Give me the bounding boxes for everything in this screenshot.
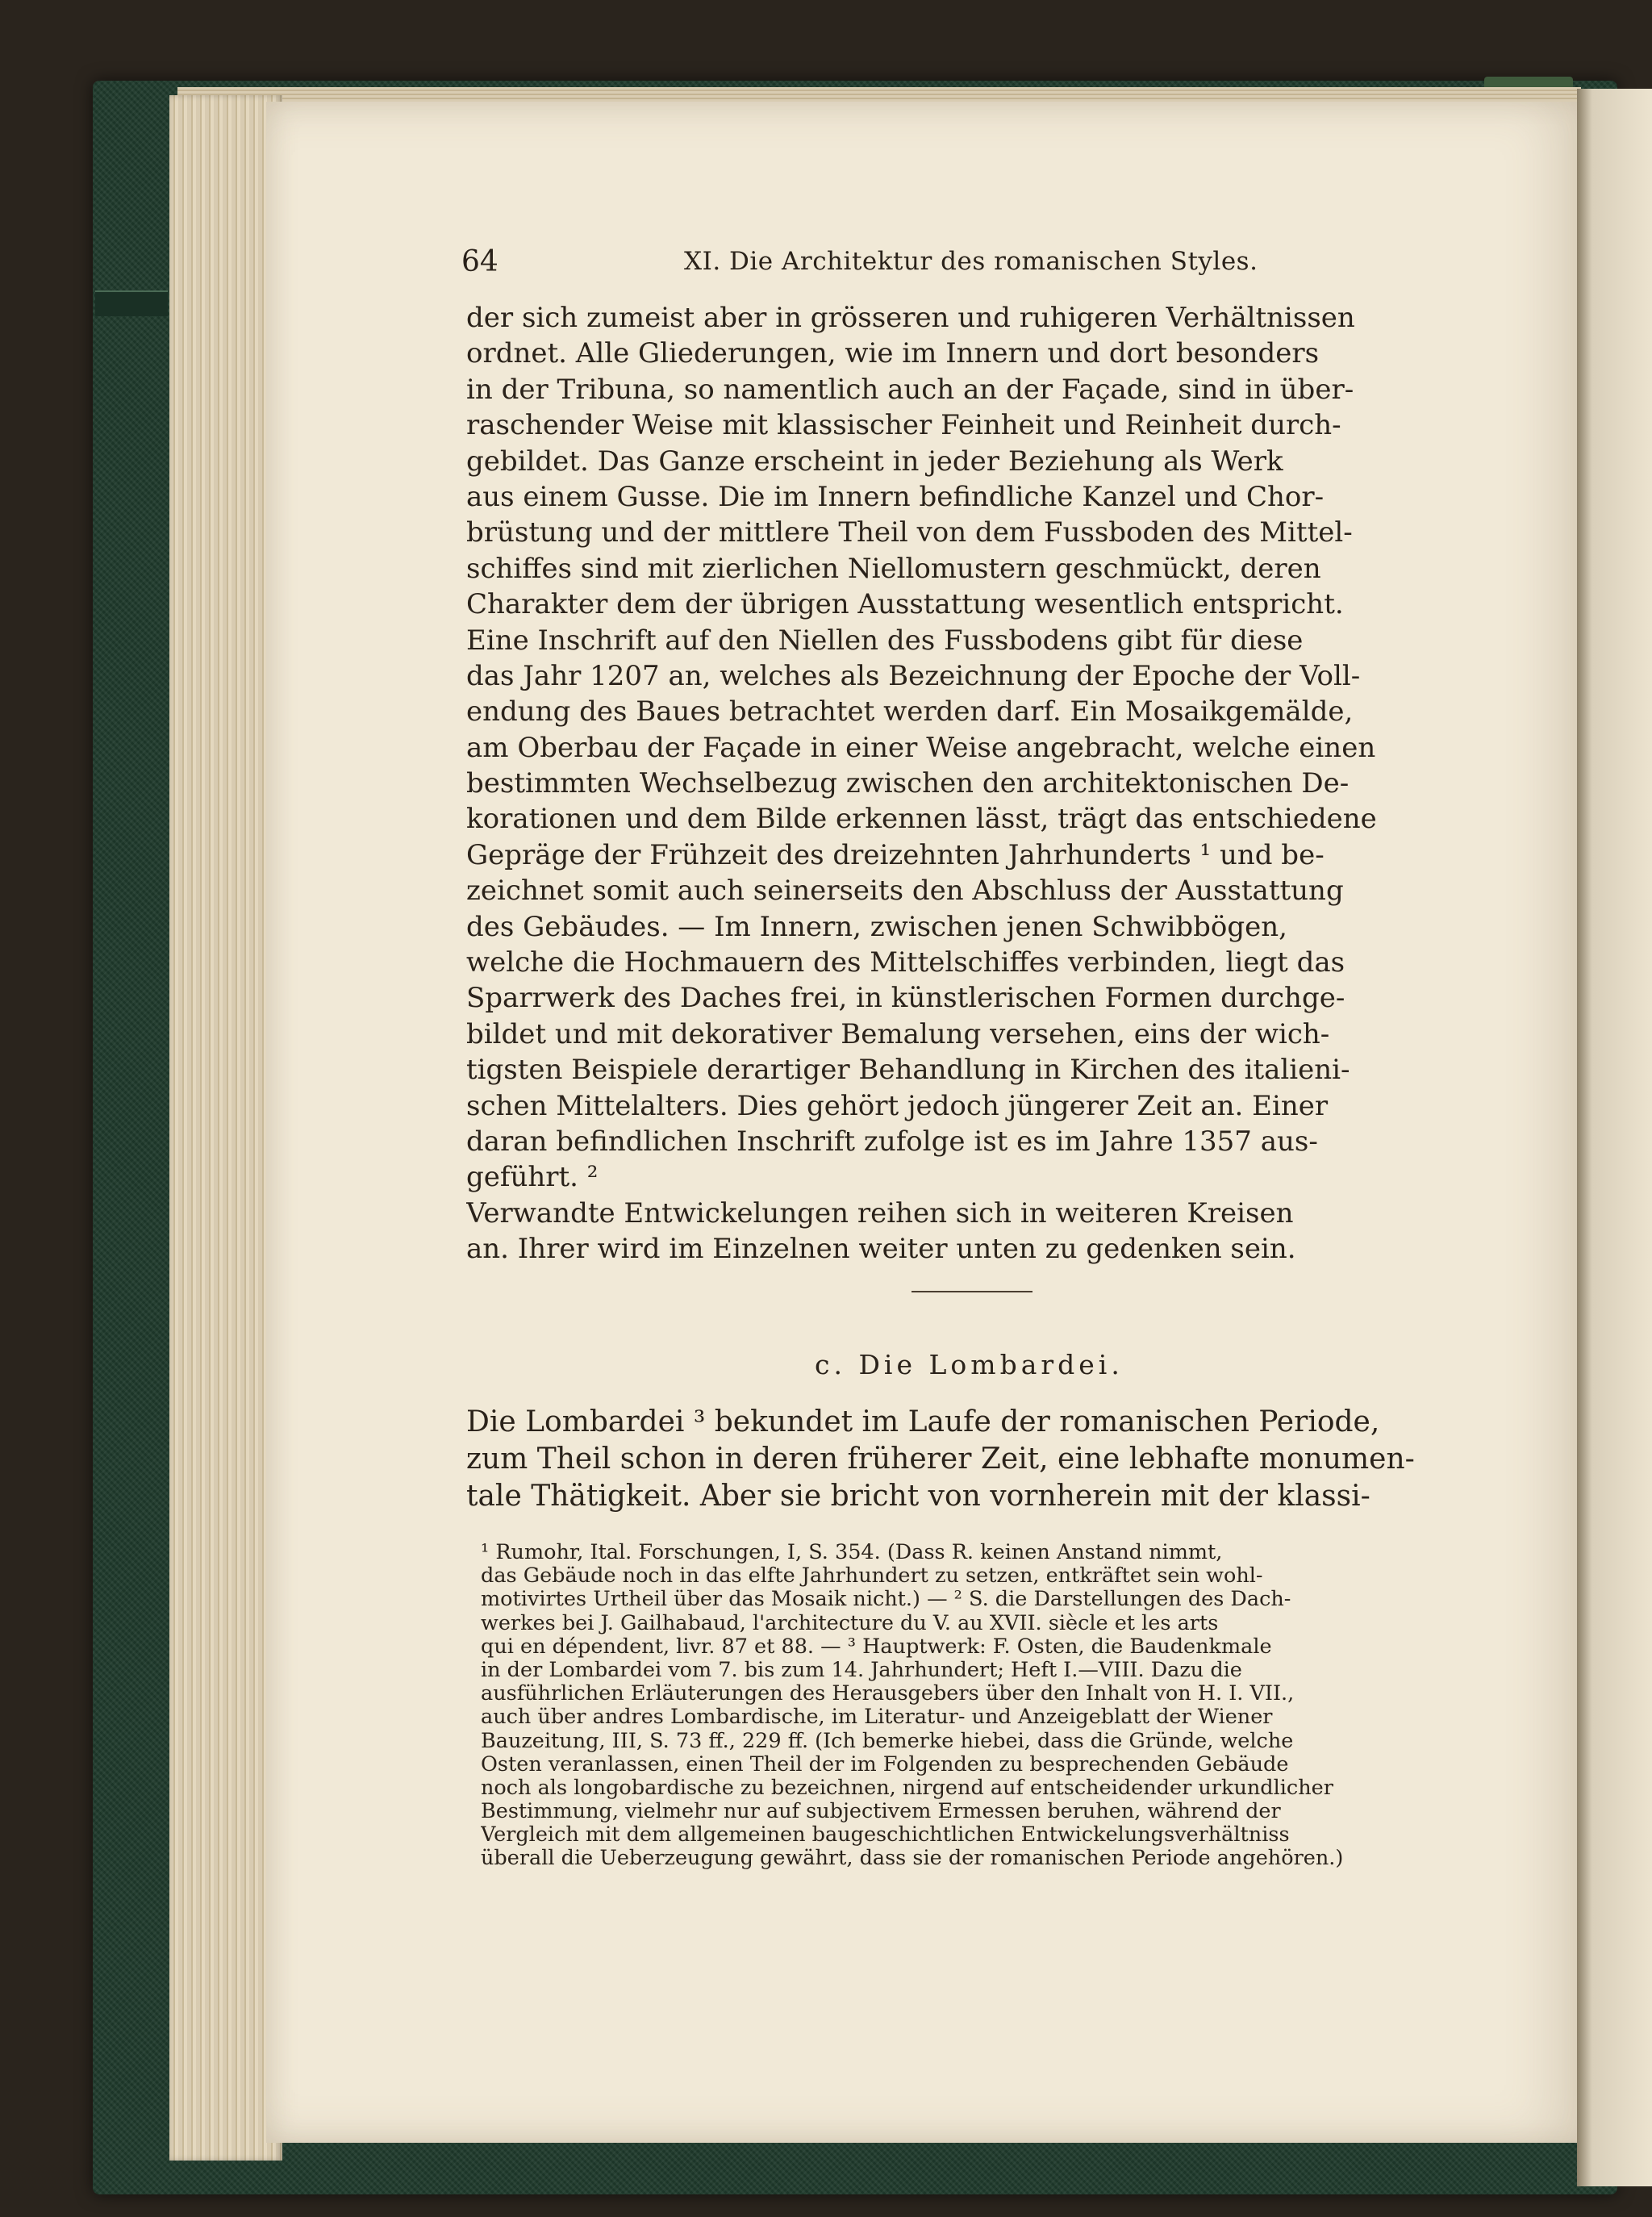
footnote-line: ausführlichen Erläuterungen des Herausgebers über den Inhalt von H. I. VII., (481, 1682, 1295, 1706)
footnote-line: Osten veranlassen, einen Theil der im Folgenden zu besprechenden Gebäude (481, 1752, 1289, 1777)
page-number: 64 (461, 245, 499, 278)
footnote-line: werkes bei J. Gailhabaud, l'architecture du V. au XVII. siècle et les arts (481, 1611, 1219, 1635)
footnote-line: in der Lombardei vom 7. bis zum 14. Jahrhundert; Heft I.—VIII. Dazu die (481, 1658, 1242, 1682)
text-line: endung des Baues betrachtet werden darf. Ein Mosaikgemälde, (466, 695, 1354, 729)
text-line: zum Theil schon in deren früherer Zeit, eine lebhafte monumen- (466, 1443, 1415, 1476)
footnote-line: Bestimmung, vielmehr nur auf subjectivem Ermessen beruhen, während der (481, 1800, 1281, 1824)
text-line: welche die Hochmauern des Mittelschiffes verbinden, liegt das (466, 946, 1345, 979)
text-line: geführt. ² (466, 1161, 599, 1194)
text-line: des Gebäudes. — Im Innern, zwischen jenen Schwibbögen, (466, 910, 1287, 943)
footnote-line: überall die Ueberzeugung gewährt, dass sie der romanischen Periode angehören.) (481, 1847, 1344, 1871)
text-line: Sparrwerk des Daches frei, in künstlerischen Formen durchge- (466, 982, 1345, 1015)
section-heading: c. Die Lombardei. (815, 1349, 1124, 1380)
text-line: tale Thätigkeit. Aber sie bricht von vornherein mit der klassi- (466, 1480, 1370, 1513)
text-line: brüstung und der mittlere Theil von dem Fussboden des Mittel- (466, 516, 1353, 549)
body-text (466, 300, 1466, 1267)
text-line: in der Tribuna, so namentlich auch an der Façade, sind in über- (466, 373, 1354, 406)
text-line: an. Ihrer wird im Einzelnen weiter unten zu gedenken sein. (466, 1233, 1296, 1266)
text-line: bestimmten Wechselbezug zwischen den architektonischen De- (466, 767, 1350, 800)
text-line: ordnet. Alle Gliederungen, wie im Innern und dort besonders (466, 337, 1320, 370)
text-line: das Jahr 1207 an, welches als Bezeichnung der Epoche der Voll- (466, 659, 1361, 692)
text-line: tigsten Beispiele derartiger Behandlung in Kirchen des italieni- (466, 1054, 1350, 1087)
running-title: XI. Die Architektur des romanischen Styles. (684, 247, 1258, 276)
footnote-line: das Gebäude noch in das elfte Jahrhundert zu setzen, entkräftet sein wohl- (481, 1564, 1263, 1589)
footnote-line: Bauzeitung, III, S. 73 ff., 229 ff. (Ich bemerke hiebei, dass die Gründe, welche (481, 1729, 1294, 1753)
footnotes (481, 1541, 1481, 1871)
footnote-line: qui en dépendent, livr. 87 et 88. — ³ Hauptwerk: F. Osten, die Baudenkmale (481, 1635, 1272, 1659)
text-line: raschender Weise mit klassischer Feinheit und Reinheit durch- (466, 409, 1341, 442)
facing-page (1577, 89, 1652, 2186)
text-line: daran befindlichen Inschrift zufolge ist es im Jahre 1357 aus- (466, 1125, 1318, 1158)
text-line: Eine Inschrift auf den Niellen des Fussbodens gibt für diese (466, 624, 1304, 657)
cover-band (95, 290, 168, 316)
text-line: am Oberbau der Façade in einer Weise angebracht, welche einen (466, 731, 1376, 764)
running-head (461, 245, 1268, 281)
text-line: Gepräge der Frühzeit des dreizehnten Jahrhunderts ¹ und be- (466, 838, 1325, 871)
footnote-line: ¹ Rumohr, Ital. Forschungen, I, S. 354. (Dass R. keinen Anstand nimmt, (481, 1541, 1223, 1564)
text-line: Verwandte Entwickelungen reihen sich in weiteren Kreisen (466, 1196, 1294, 1230)
text-line: bildet und mit dekorativer Bemalung versehen, eins der wich- (466, 1017, 1330, 1050)
text-line: korationen und dem Bilde erkennen lässt, trägt das entschiedene (466, 803, 1377, 836)
section-divider (912, 1291, 1032, 1292)
text-line: der sich zumeist aber in grösseren und ruhigeren Verhältnissen (466, 302, 1355, 334)
text-line: Die Lombardei ³ bekundet im Laufe der romanischen Periode, (466, 1405, 1380, 1438)
text-line: schiffes sind mit zierlichen Niellomustern geschmückt, deren (466, 552, 1321, 585)
text-line: Charakter dem der übrigen Ausstattung wesentlich entspricht. (466, 588, 1344, 621)
footnote-line: noch als longobardische zu bezeichnen, nirgend auf entscheidender urkundlicher (481, 1776, 1333, 1800)
footnote-line: auch über andres Lombardische, im Literatur- und Anzeigeblatt der Wiener (481, 1706, 1273, 1730)
footnote-line: motivirtes Urtheil über das Mosaik nicht.) — ² S. die Darstellungen des Dach- (481, 1588, 1291, 1612)
text-line: schen Mittelalters. Dies gehört jedoch jüngerer Zeit an. Einer (466, 1089, 1329, 1122)
section-text (466, 1404, 1466, 1515)
text-line: zeichnet somit auch seinerseits den Abschluss der Ausstattung (466, 875, 1344, 908)
page-stack-edge (169, 95, 282, 2161)
footnote-line: Vergleich mit dem allgemeinen baugeschichtlichen Entwickelungsverhältniss (481, 1823, 1290, 1848)
text-line: aus einem Gusse. Die im Innern befindliche Kanzel und Chor- (466, 480, 1325, 513)
text-line: gebildet. Das Ganze erscheint in jeder Beziehung als Werk (466, 445, 1283, 478)
